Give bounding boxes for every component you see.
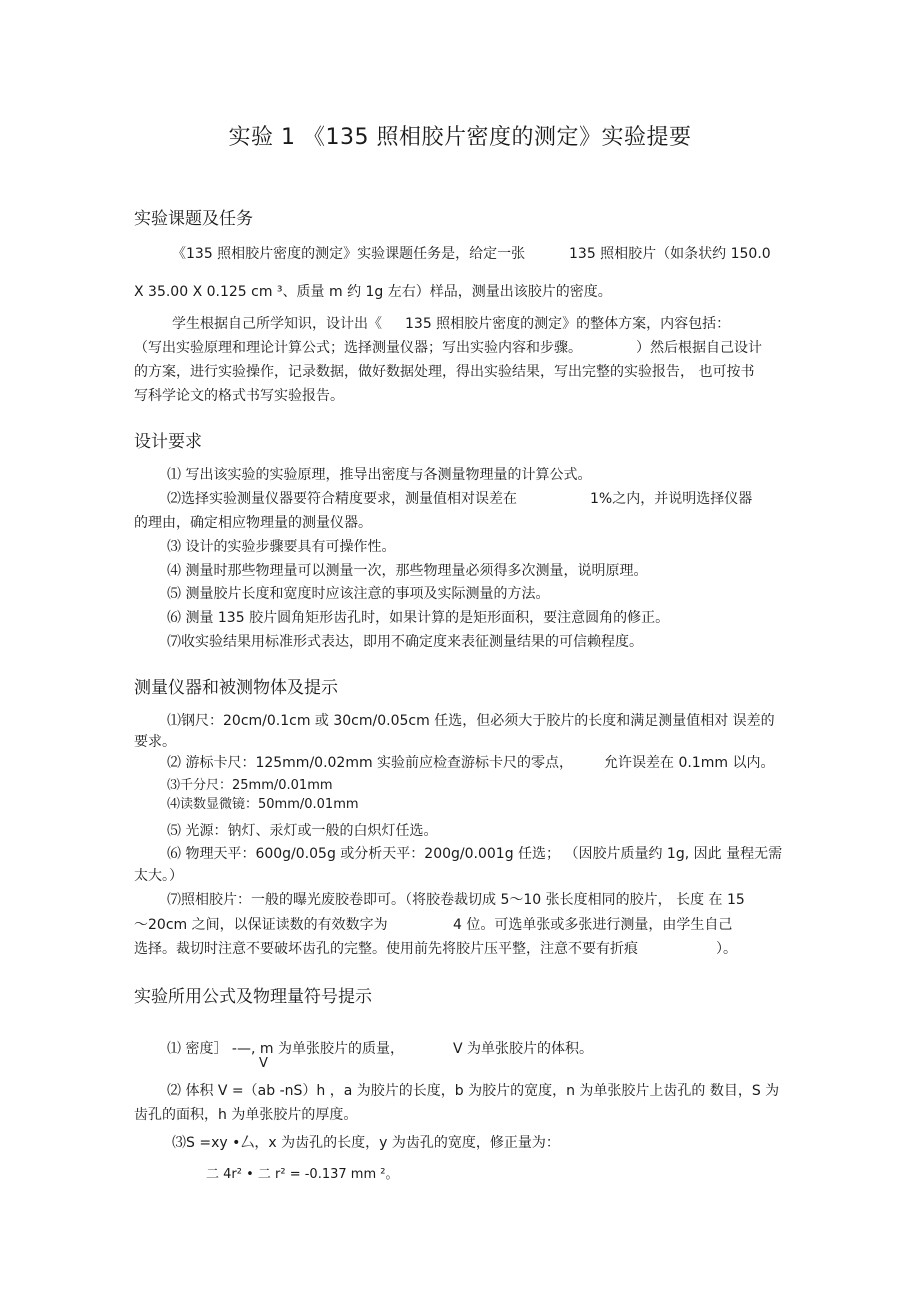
list-item: ⑶ 设计的实验步骤要具有可操作性。: [167, 539, 396, 555]
list-item: 选择。裁切时注意不要破坏齿孔的完整。使用前先将胶片压平整，注意不要有折痕: [134, 941, 638, 957]
paragraph-line: （写出实验原理和理论计算公式；选择测量仪器；写出实验内容和步骤。: [134, 340, 582, 356]
paragraph-line: 《135 照相胶片密度的测定》实验课题任务是，给定一张: [172, 246, 526, 262]
list-item: ⑷ 测量时那些物理量可以测量一次，那些物理量必须得多次测量，说明原理。: [167, 563, 648, 579]
paragraph-line: 写科学论文的格式书写实验报告。: [134, 388, 344, 404]
list-item: ⑶千分尺：25mm/0.01mm: [167, 778, 333, 793]
formula-density: V 为单张胶片的体积。: [453, 1041, 594, 1057]
list-item: ⑹ 测量 135 胶片圆角矩形齿孔时，如果计算的是矩形面积，要注意圆角的修正。: [167, 610, 670, 626]
formula-volume: 齿孔的面积，h 为单张胶片的厚度。: [134, 1107, 358, 1123]
section-heading-task: 实验课题及任务: [134, 209, 253, 229]
paragraph-line: X 35.00 X 0.125 cm ³、质量 m 约 1g 左右）样品，测量出该胶片的密度。: [134, 284, 612, 300]
list-item: ）。: [716, 941, 737, 957]
paragraph-line: 的方案，进行实验操作，记录数据，做好数据处理，得出实验结果，写出完整的实验报告， 也可按书: [134, 364, 755, 380]
list-item: ⑵ 游标卡尺：125mm/0.02mm 实验前应检查游标卡尺的零点，: [167, 755, 574, 771]
list-item: 要求。: [134, 734, 176, 750]
list-item: 太大。）: [134, 868, 183, 884]
section-heading-instruments: 测量仪器和被测物体及提示: [134, 678, 338, 698]
list-item: ⑷读数显微镜：50mm/0.01mm: [167, 797, 359, 812]
document-title: 实验 1 《135 照相胶片密度的测定》实验提要: [228, 125, 692, 150]
paragraph-line: 135 照相胶片（如条状约 150.0: [569, 246, 771, 262]
formula-volume: ⑵ 体积 V =（ab -nS）h ，a 为胶片的长度，b 为胶片的宽度，n 为单张胶片上齿孔的 数目，S 为: [167, 1083, 780, 1099]
list-item: 〜20cm 之间，以保证读数的有效数字为: [134, 917, 388, 933]
list-item: ⑸ 测量胶片长度和宽度时应该注意的事项及实际测量的方法。: [167, 586, 550, 602]
section-heading-formulas: 实验所用公式及物理量符号提示: [134, 987, 372, 1007]
list-item: ⑴ 写出该实验的实验原理，推导出密度与各测量物理量的计算公式。: [167, 467, 592, 483]
formula-area: ⑶S =xy •厶，x 为齿孔的长度，y 为齿孔的宽度，修正量为：: [172, 1135, 560, 1151]
paragraph-line: 135 照相胶片密度的测定》的整体方案，内容包括：: [405, 316, 731, 332]
list-item: ⑴钢尺：20cm/0.1cm 或 30cm/0.05cm 任选，但必须大于胶片的长度和满足测量值相对 误差的: [167, 713, 775, 729]
list-item: 1%之内，并说明选择仪器: [590, 491, 753, 507]
section-heading-requirements: 设计要求: [134, 432, 202, 452]
formula-density: ⑴ 密度］ -—, m 为单张胶片的质量，: [167, 1041, 404, 1057]
list-item: ⑺照相胶片：一般的曝光废胶卷即可。（将胶卷裁切成 5〜10 张长度相同的胶片， 长度 在 15: [167, 892, 745, 908]
list-item: ⑸ 光源：钠灯、汞灯或一般的白炽灯任选。: [167, 823, 438, 839]
list-item: ⑹ 物理天平：600g/0.05g 或分析天平：200g/0.001g 任选； （因胶片质量约 1g, 因此 量程无需: [167, 846, 783, 862]
list-item: 允许误差在 0.1mm 以内。: [604, 755, 775, 771]
list-item: ⑺收实验结果用标准形式表达，即用不确定度来表征测量结果的可信赖程度。: [167, 634, 643, 650]
formula-denominator: V: [259, 1056, 268, 1071]
paragraph-line: ）然后根据自己设计: [636, 340, 762, 356]
list-item: 的理由，确定相应物理量的测量仪器。: [134, 515, 372, 531]
list-item: 4 位。可选单张或多张进行测量，由学生自己: [453, 917, 733, 933]
list-item: ⑵选择实验测量仪器要符合精度要求，测量值相对误差在: [167, 491, 517, 507]
formula-correction: 二 4r² • 二 r² = -0.137 mm ²。: [206, 1167, 399, 1182]
paragraph-line: 学生根据自己所学知识，设计出《: [172, 316, 382, 332]
